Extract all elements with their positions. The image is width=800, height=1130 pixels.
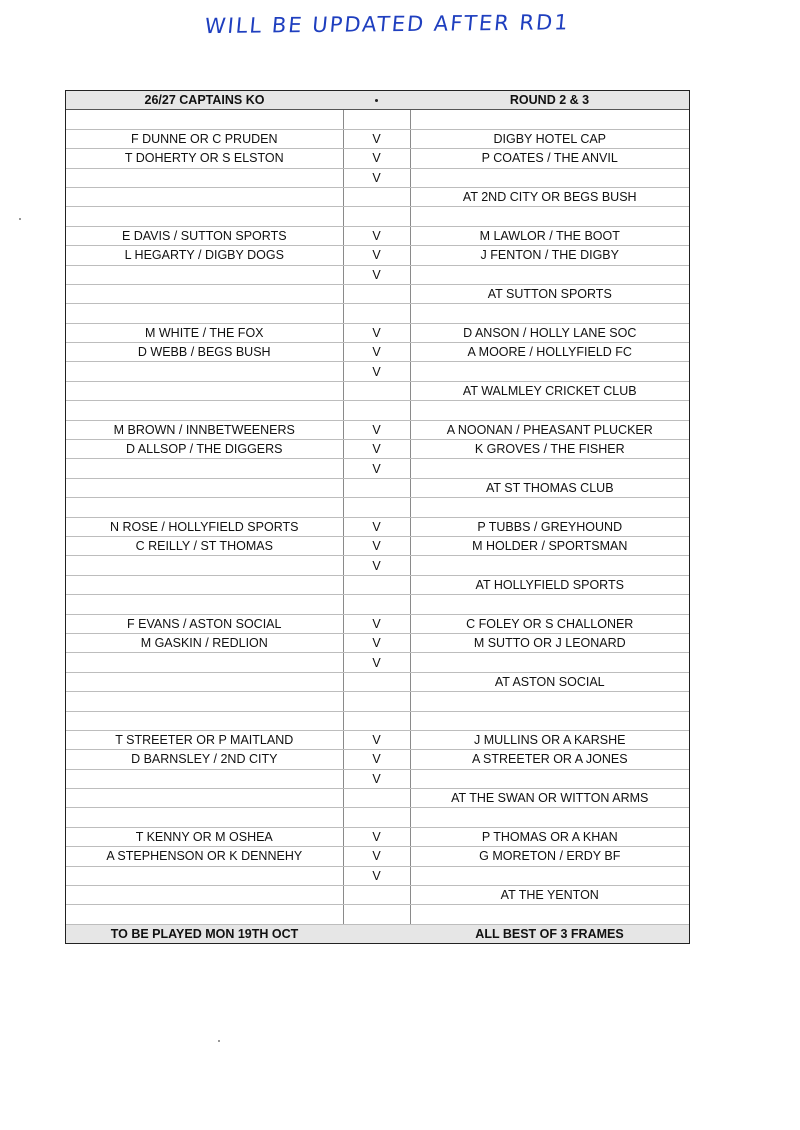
away-team-cell: AT ST THOMAS CLUB [410,478,689,497]
away-team-cell [410,905,689,924]
home-team-cell [66,769,343,788]
away-team-cell: A NOONAN / PHEASANT PLUCKER [410,420,689,439]
versus-cell [343,808,410,827]
home-team-cell [66,401,343,420]
home-team-cell [66,808,343,827]
table-row [66,827,689,846]
versus-cell: V [343,866,410,885]
home-team-cell [66,284,343,303]
home-team-cell [66,653,343,672]
away-team-cell: AT 2ND CITY OR BEGS BUSH [410,187,689,206]
versus-cell: V [343,750,410,769]
table-row [66,110,689,129]
versus-cell: V [343,343,410,362]
away-team-cell: K GROVES / THE FISHER [410,440,689,459]
away-team-cell [410,866,689,885]
versus-cell: V [343,633,410,652]
versus-cell [343,381,410,400]
home-team-cell [66,265,343,284]
versus-cell [343,886,410,905]
table-row [66,168,689,187]
versus-cell: V [343,517,410,536]
versus-cell [343,207,410,226]
home-team-cell: A STEPHENSON OR K DENNEHY [66,847,343,866]
fixtures-table [66,91,689,943]
away-team-cell [410,304,689,323]
footer-row [66,924,689,943]
versus-cell: V [343,362,410,381]
away-team-cell: AT ASTON SOCIAL [410,672,689,691]
table-row [66,129,689,148]
away-team-cell [410,769,689,788]
round-title: ROUND 2 & 3 [410,91,689,110]
away-team-cell: AT THE SWAN OR WITTON ARMS [410,789,689,808]
fixtures-sheet [65,90,690,944]
away-team-cell: C FOLEY OR S CHALLONER [410,614,689,633]
away-team-cell: A MOORE / HOLLYFIELD FC [410,343,689,362]
table-row [66,207,689,226]
table-row [66,614,689,633]
away-team-cell: P THOMAS OR A KHAN [410,827,689,846]
table-row [66,304,689,323]
table-row [66,149,689,168]
away-team-cell [410,168,689,187]
home-team-cell [66,556,343,575]
table-row [66,362,689,381]
away-team-cell [410,556,689,575]
away-team-cell [410,711,689,730]
table-row [66,769,689,788]
competition-title: 26/27 CAPTAINS KO [66,91,343,110]
table-row [66,789,689,808]
versus-cell [343,789,410,808]
away-team-cell [410,110,689,129]
header-dot [343,91,410,110]
away-team-cell: AT THE YENTON [410,886,689,905]
away-team-cell: P TUBBS / GREYHOUND [410,517,689,536]
versus-cell: V [343,769,410,788]
home-team-cell [66,789,343,808]
table-row [66,323,689,342]
home-team-cell: E DAVIS / SUTTON SPORTS [66,226,343,245]
home-team-cell [66,168,343,187]
away-team-cell: M SUTTO OR J LEONARD [410,633,689,652]
table-row [66,711,689,730]
home-team-cell: M GASKIN / REDLION [66,633,343,652]
away-team-cell [410,498,689,517]
away-team-cell: J FENTON / THE DIGBY [410,246,689,265]
home-team-cell: T DOHERTY OR S ELSTON [66,149,343,168]
versus-cell: V [343,653,410,672]
table-row [66,401,689,420]
away-team-cell: G MORETON / ERDY BF [410,847,689,866]
match-format: ALL BEST OF 3 FRAMES [410,924,689,943]
home-team-cell: M WHITE / THE FOX [66,323,343,342]
home-team-cell [66,304,343,323]
home-team-cell [66,886,343,905]
versus-cell: V [343,847,410,866]
table-row [66,440,689,459]
home-team-cell [66,362,343,381]
table-row [66,381,689,400]
table-row [66,886,689,905]
versus-cell: V [343,129,410,148]
table-row [66,692,689,711]
header-row [66,91,689,110]
home-team-cell [66,207,343,226]
table-row [66,730,689,749]
versus-cell [343,498,410,517]
away-team-cell: M HOLDER / SPORTSMAN [410,536,689,555]
versus-cell [343,401,410,420]
versus-cell: V [343,440,410,459]
play-date: TO BE PLAYED MON 19TH OCT [66,924,343,943]
table-row [66,808,689,827]
versus-cell [343,187,410,206]
versus-cell: V [343,168,410,187]
table-row [66,556,689,575]
versus-cell: V [343,556,410,575]
table-row [66,595,689,614]
table-row [66,498,689,517]
home-team-cell [66,187,343,206]
away-team-cell [410,595,689,614]
versus-cell: V [343,536,410,555]
home-team-cell [66,498,343,517]
versus-cell: V [343,323,410,342]
table-row [66,536,689,555]
versus-cell: V [343,149,410,168]
home-team-cell [66,110,343,129]
table-row [66,343,689,362]
versus-cell [343,284,410,303]
versus-cell [343,575,410,594]
away-team-cell: J MULLINS OR A KARSHE [410,730,689,749]
table-row [66,517,689,536]
home-team-cell: D WEBB / BEGS BUSH [66,343,343,362]
away-team-cell [410,265,689,284]
versus-cell [343,304,410,323]
home-team-cell [66,595,343,614]
home-team-cell [66,478,343,497]
table-row [66,265,689,284]
table-row [66,847,689,866]
away-team-cell [410,808,689,827]
away-team-cell: DIGBY HOTEL CAP [410,129,689,148]
table-row [66,226,689,245]
home-team-cell [66,692,343,711]
home-team-cell: N ROSE / HOLLYFIELD SPORTS [66,517,343,536]
table-row [66,187,689,206]
table-row [66,905,689,924]
away-team-cell: AT WALMLEY CRICKET CLUB [410,381,689,400]
table-row [66,459,689,478]
table-row [66,672,689,691]
home-team-cell: D BARNSLEY / 2ND CITY [66,750,343,769]
versus-cell [343,905,410,924]
scan-speck [218,1040,220,1042]
away-team-cell: AT SUTTON SPORTS [410,284,689,303]
home-team-cell: C REILLY / ST THOMAS [66,536,343,555]
table-row [66,478,689,497]
versus-cell [343,672,410,691]
table-row [66,246,689,265]
away-team-cell: AT HOLLYFIELD SPORTS [410,575,689,594]
versus-cell [343,110,410,129]
home-team-cell [66,459,343,478]
home-team-cell: T STREETER OR P MAITLAND [66,730,343,749]
versus-cell [343,711,410,730]
versus-cell: V [343,246,410,265]
table-row [66,575,689,594]
versus-cell: V [343,265,410,284]
home-team-cell [66,866,343,885]
away-team-cell: P COATES / THE ANVIL [410,149,689,168]
scan-speck [19,218,21,220]
versus-cell: V [343,614,410,633]
home-team-cell: M BROWN / INNBETWEENERS [66,420,343,439]
away-team-cell [410,653,689,672]
versus-cell: V [343,730,410,749]
away-team-cell [410,692,689,711]
home-team-cell: D ALLSOP / THE DIGGERS [66,440,343,459]
table-row [66,420,689,439]
home-team-cell [66,381,343,400]
versus-cell: V [343,226,410,245]
home-team-cell: F EVANS / ASTON SOCIAL [66,614,343,633]
table-row [66,633,689,652]
away-team-cell: A STREETER OR A JONES [410,750,689,769]
table-row [66,284,689,303]
versus-cell [343,692,410,711]
home-team-cell: L HEGARTY / DIGBY DOGS [66,246,343,265]
home-team-cell [66,575,343,594]
home-team-cell: F DUNNE OR C PRUDEN [66,129,343,148]
away-team-cell [410,362,689,381]
table-row [66,750,689,769]
footer-spacer [343,924,410,943]
versus-cell: V [343,827,410,846]
home-team-cell [66,905,343,924]
versus-cell [343,478,410,497]
versus-cell [343,595,410,614]
handwritten-note: WILL BE UPDATED AFTER RD1 [203,10,571,39]
table-row [66,653,689,672]
away-team-cell [410,401,689,420]
away-team-cell: D ANSON / HOLLY LANE SOC [410,323,689,342]
away-team-cell [410,207,689,226]
home-team-cell: T KENNY OR M OSHEA [66,827,343,846]
table-row [66,866,689,885]
away-team-cell: M LAWLOR / THE BOOT [410,226,689,245]
away-team-cell [410,459,689,478]
home-team-cell [66,711,343,730]
versus-cell: V [343,420,410,439]
home-team-cell [66,672,343,691]
versus-cell: V [343,459,410,478]
